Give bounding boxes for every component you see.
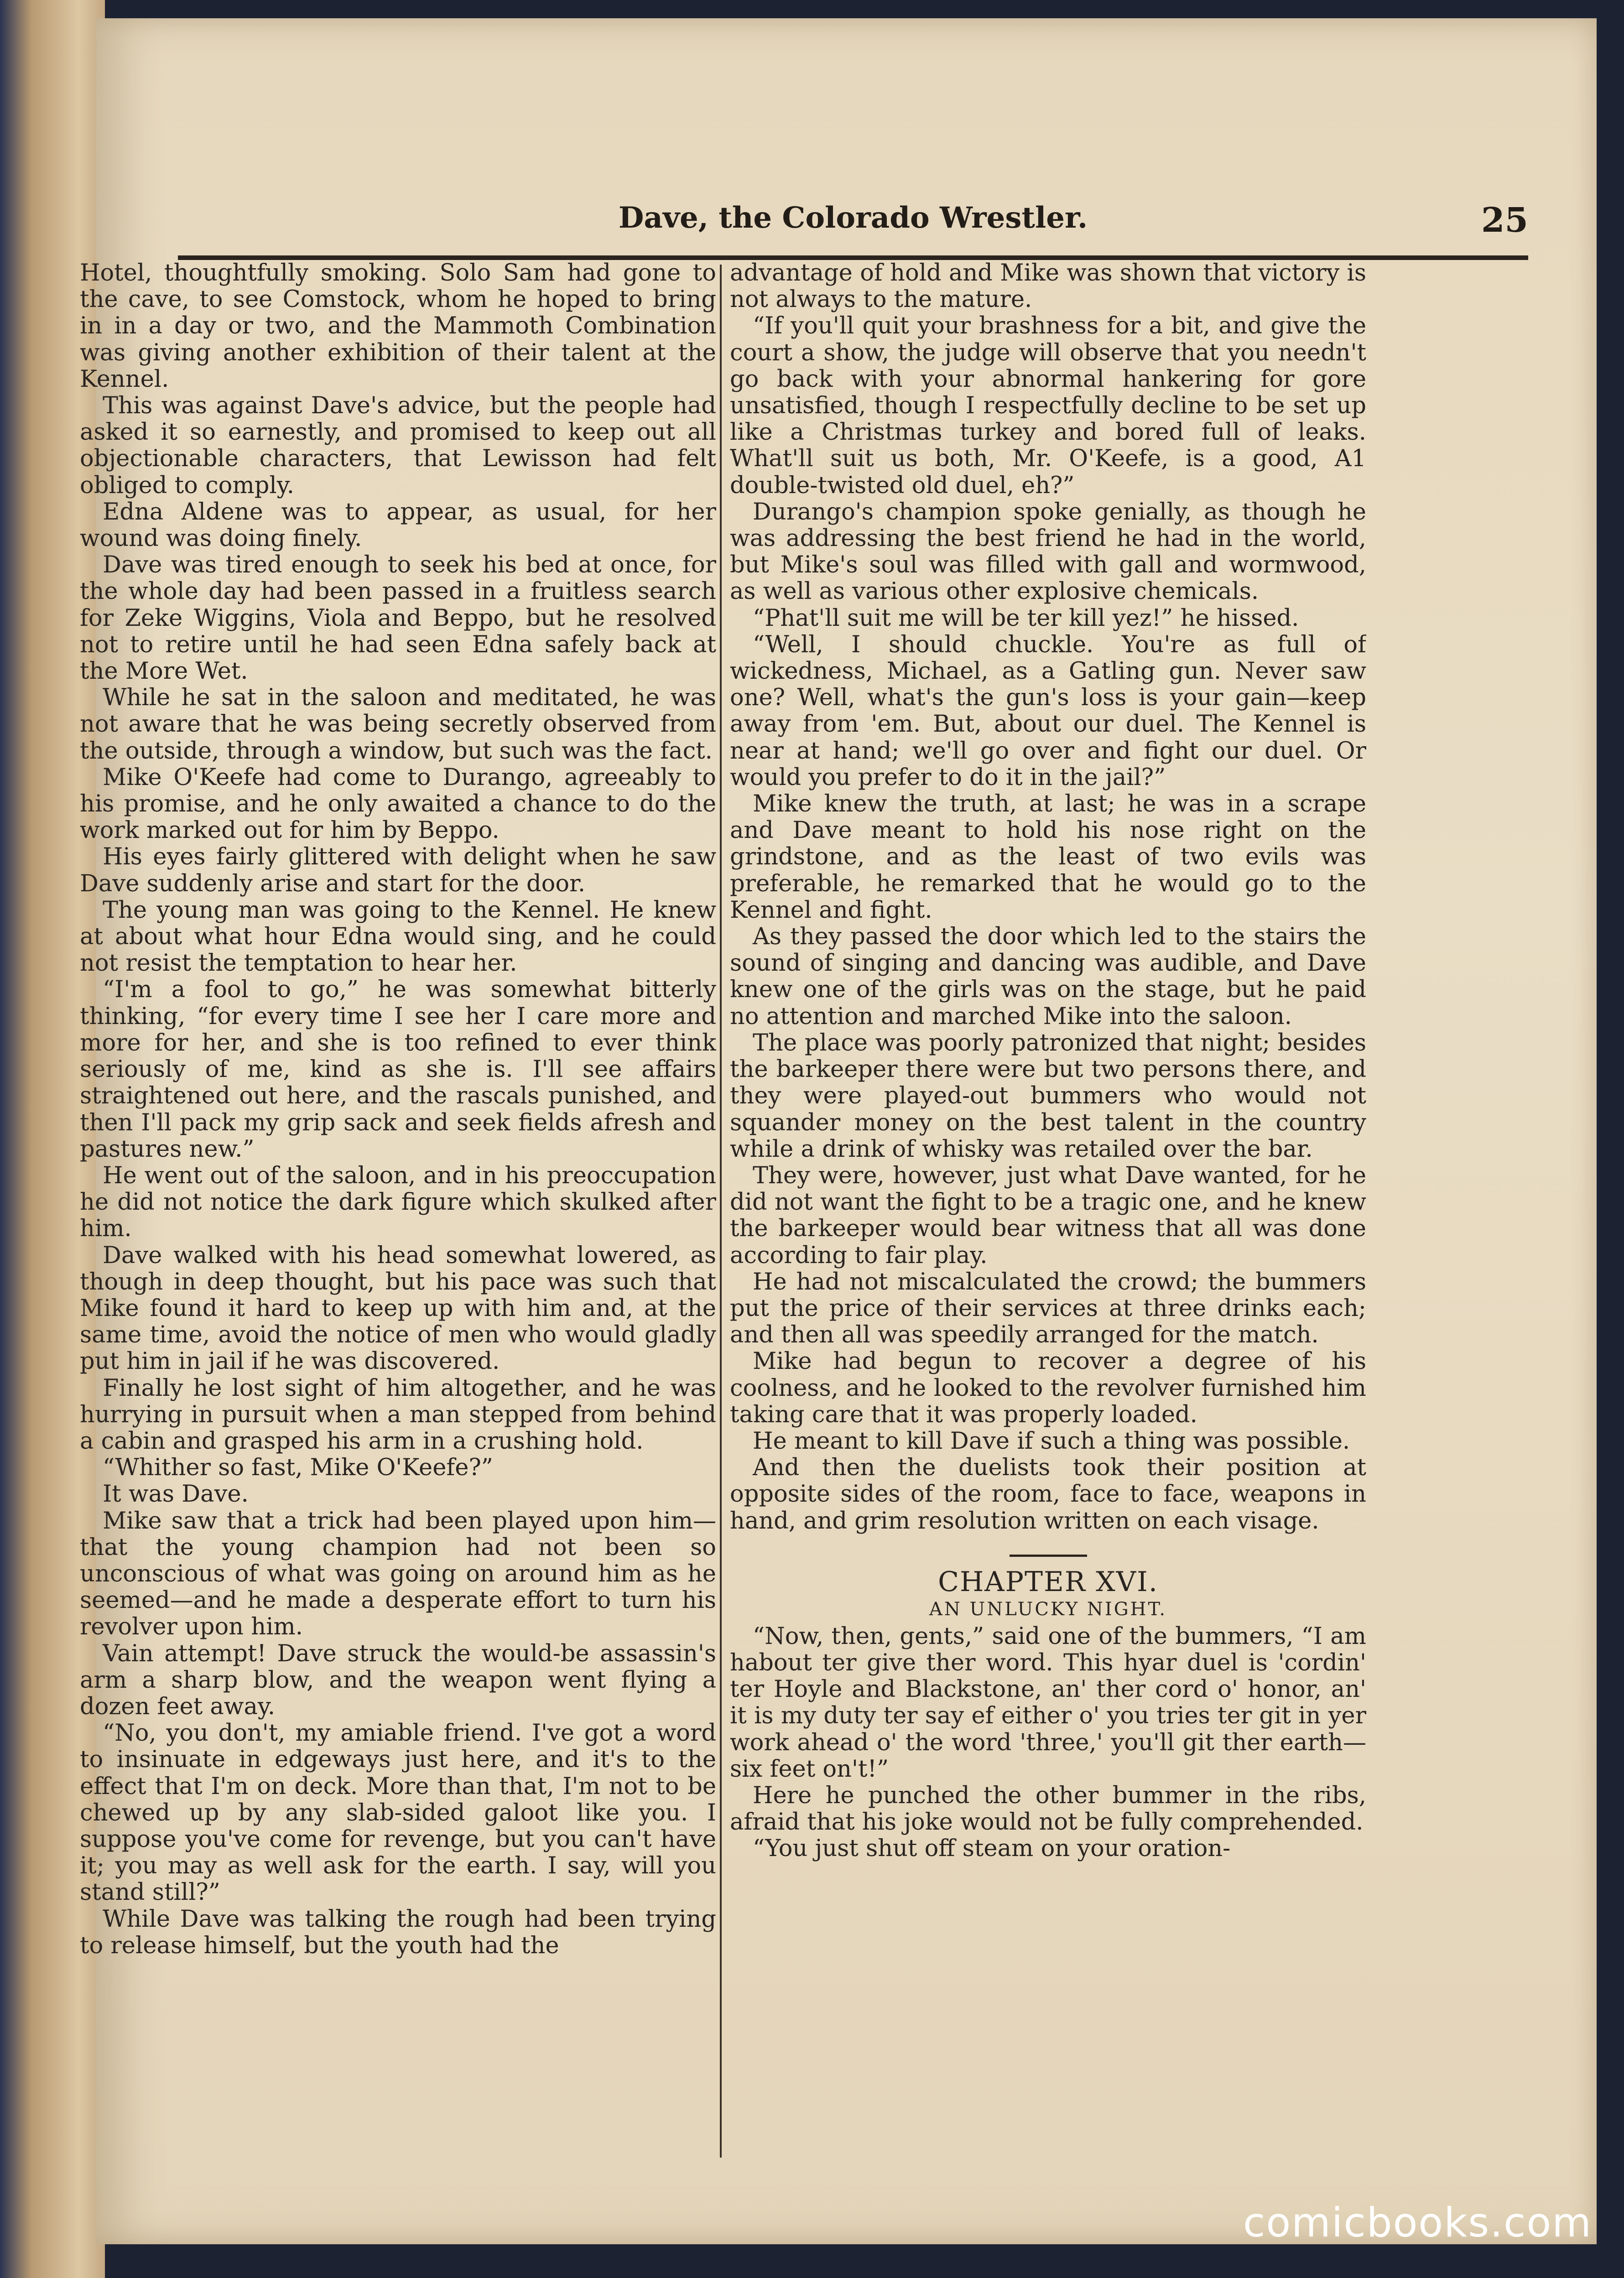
paragraph: Vain attempt! Dave struck the would-be assassin's arm a sharp blow, and the weapon went flying a dozen feet away. — [80, 1640, 716, 1720]
paragraph: Mike O'Keefe had come to Durango, agreeably to his promise, and he only awaited a chance to do the work marked out for him by Beppo. — [80, 764, 716, 844]
paragraph: “Now, then, gents,” said one of the bummers, “I am habout ter give ther word. This hyar duel is 'cordin' ter Hoyle and Blackstone, an' ther cord o' honor, an' it is my duty ter say ef either o' you tries ter git in yer work ahead o' the word 'three,' you'll git ther earth—six feet on't!” — [730, 1623, 1366, 1783]
paragraph: “You just shut off steam on your oration- — [753, 1835, 1231, 1862]
paragraph: He had not miscalculated the crowd; the bummers put the price of their services at three drinks each; and then all was speedily arranged for the match. — [730, 1268, 1366, 1349]
paragraph: “Phat'll suit me will be ter kill yez!” he hissed. — [753, 604, 1299, 632]
paragraph: Durango's champion spoke genially, as though he was addressing the best friend he had in the world, but Mike's soul was filled with gall and wormwood, as well as various other explosive chemicals. — [730, 498, 1366, 605]
paragraph: As they passed the door which led to the stairs the sound of singing and dancing was audible, and Dave knew one of the girls was on the stage, but he paid no attention and marched Mike into the saloon. — [730, 923, 1366, 1030]
paragraph: The place was poorly patronized that night; besides the barkeeper there were but two persons there, and they were played-out bummers who would not squander money on the best talent in the country while a drink of whisky was retailed over the bar. — [730, 1029, 1366, 1163]
paragraph: He went out of the saloon, and in his preoccupation he did not notice the dark figure which skulked after him. — [80, 1162, 716, 1243]
chapter-heading: CHAPTER XVI. — [938, 1565, 1158, 1598]
paragraph: Edna Aldene was to appear, as usual, for her wound was doing finely. — [80, 498, 716, 552]
paragraph: “Whither so fast, Mike O'Keefe?” — [103, 1454, 493, 1482]
watermark-text: comicbooks.com — [1243, 2199, 1592, 2246]
paragraph: Mike had begun to recover a degree of his coolness, and he looked to the revolver furnished him taking care that it was properly loaded. — [730, 1348, 1366, 1428]
paragraph: His eyes fairly glittered with delight when he saw Dave suddenly arise and start for the door. — [80, 843, 716, 897]
paragraph: Hotel, thoughtfully smoking. Solo Sam had gone to the cave, to see Comstock, whom he hoped to bring in in a day or two, and the Mammoth Combination was giving another exhibition of their talent at the Kennel. — [80, 260, 716, 393]
paragraph: Here he punched the other bummer in the ribs, afraid that his joke would not be fully comprehended. — [730, 1782, 1366, 1836]
paragraph: The young man was going to the Kennel. He knew at about what hour Edna would sing, and he could not resist the temptation to hear her. — [80, 896, 716, 977]
paragraph: It was Dave. — [103, 1481, 249, 1508]
paragraph: “Well, I should chuckle. You're as full of wickedness, Michael, as a Gatling gun. Never saw one? Well, what's the gun's loss is your gain—keep away from 'em. But, about our duel. The Kennel is near at hand; we'll go over and fight our duel. Or would you prefer to do it in the jail?” — [730, 631, 1366, 791]
left-column — [80, 260, 716, 2162]
column-divider — [720, 265, 722, 2158]
header-rule — [178, 255, 1528, 260]
paragraph: This was against Dave's advice, but the people had asked it so earnestly, and promised to keep out all objectionable characters, that Lewisson had felt obliged to comply. — [80, 392, 716, 499]
paragraph: And then the duelists took their position at opposite sides of the room, face to face, weapons in hand, and grim resolution written on each visage. — [730, 1454, 1366, 1534]
paragraph: “No, you don't, my amiable friend. I've got a word to insinuate in edgeways just here, and it's to the effect that I'm on deck. More than that, I'm not to be chewed up by any slab-sided galoot like you. I suppose you've come for revenge, but you can't have it; you may as well ask for the earth. I say, will you stand still?” — [80, 1720, 716, 1906]
chapter-title: AN UNLUCKY NIGHT. — [929, 1598, 1167, 1620]
right-column — [730, 260, 1366, 2162]
paragraph: While Dave was talking the rough had been trying to release himself, but the youth had the — [80, 1905, 716, 1959]
page-number: 25 — [1481, 201, 1528, 240]
paragraph: “If you'll quit your brashness for a bit, and give the court a show, the judge will observe that you needn't go back with your abnormal hankering for gore unsatisfied, though I respectfully decline to be set up like a Christmas turkey and bored full of leaks. What'll suit us both, Mr. O'Keefe, is a good, A1 double-twisted old duel, eh?” — [730, 312, 1366, 499]
paragraph: He meant to kill Dave if such a thing was possible. — [753, 1427, 1350, 1455]
paragraph: advantage of hold and Mike was shown that victory is not always to the mature. — [730, 260, 1366, 313]
paragraph: Dave walked with his head somewhat lowered, as though in deep thought, but his pace was such that Mike found it hard to keep up with him and, at the same time, avoid the notice of men who would gladly put him in jail if he was discovered. — [80, 1242, 716, 1375]
paragraph: “I'm a fool to go,” he was somewhat bitterly thinking, “for every time I see her I care more and more for her, and she is too refined to ever think seriously of me, kind as she is. I'll see affairs straightened out here, and the rascals punished, and then I'll pack my grip sack and seek fields afresh and pastures new.” — [80, 976, 716, 1163]
paragraph: They were, however, just what Dave wanted, for he did not want the fight to be a tragic one, and he knew the barkeeper would bear witness that all was done according to fair play. — [730, 1162, 1366, 1269]
paragraph: Dave was tired enough to seek his bed at once, for the whole day had been passed in a fruitless search for Zeke Wiggins, Viola and Beppo, but he resolved not to retire until he had seen Edna safely back at the More Wet. — [80, 551, 716, 685]
running-title: Dave, the Colorado Wrestler. — [618, 201, 1088, 235]
running-header — [178, 182, 1528, 251]
paragraph: Mike knew the truth, at last; he was in a scrape and Dave meant to hold his nose right on the grindstone, and as the least of two evils was preferable, he remarked that he would go to the Kennel and fight. — [730, 791, 1366, 924]
paragraph: Mike saw that a trick had been played upon him—that the young champion had not been so unconscious of what was going on around him as he seemed—and he made a desperate effort to turn his revolver upon him. — [80, 1507, 716, 1641]
section-break-rule — [1010, 1555, 1087, 1557]
paragraph: Finally he lost sight of him altogether, and he was hurrying in pursuit when a man stepped from behind a cabin and grasped his arm in a crushing hold. — [80, 1374, 716, 1455]
paragraph: While he sat in the saloon and meditated, he was not aware that he was being secretly observed from the outside, through a window, but such was the fact. — [80, 684, 716, 765]
